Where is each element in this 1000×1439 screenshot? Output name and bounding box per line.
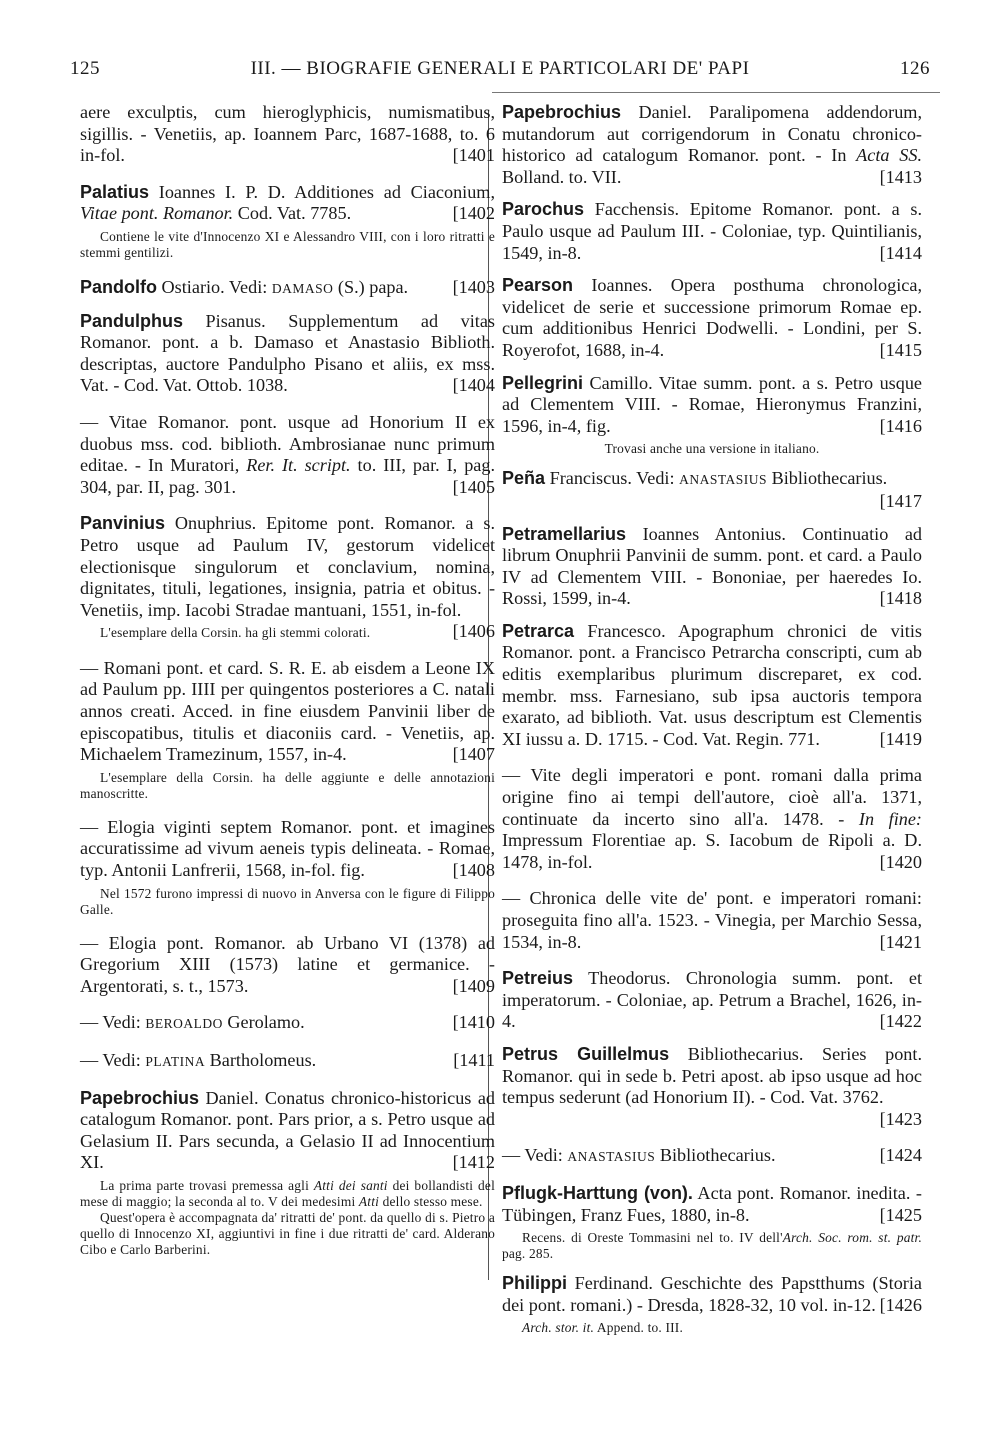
entry-number: [1404	[452, 375, 495, 396]
entry-note: Nel 1572 furono impressi di nuovo in Anversa con le figure di Filippo Galle.	[80, 885, 495, 917]
entry-text: Ioannes. Opera posthuma chronologica, videlicet de serie et successione primorum Romae ep. cum additionibus Henrici Dodwelli. - Londini, per S. Royerofot, 1688, in-4.	[502, 275, 922, 360]
entry-panvinius-2	[80, 658, 495, 802]
entry-note: L'esemplare della Corsin. ha delle aggiunte e delle annotazioni manoscritte.	[80, 769, 495, 801]
note-italic: Arch. stor. it.	[522, 1320, 595, 1336]
entry-text: Daniel. Conatus chronico-historicus ad catalogum Romanor. pont. Pars prior, a s. Petro usque ad Gelasium II. Pars secunda, a Gelasio II ad Innocentium XI.	[80, 1087, 495, 1173]
entry-note: Contiene le vite d'Innocenzo XI e Alessandro VIII, con i loro ritratti e stemmi gentilizi.	[80, 228, 495, 260]
entry-title-italic: Vitae pont. Romanor.	[80, 203, 234, 224]
entry-text: Camillo. Vitae summ. pont. a s. Petro usque ad Clementem VIII. - Romae, Hieronymus Franzini, 1596, in-4, fig.	[502, 372, 922, 436]
entry-text: — Vitae Romanor. pont. usque ad Honorium II ex duobus mss. cod. biblioth. Ambrosianae nunc primum editae. - In Muratori,	[80, 411, 495, 476]
entry-text: Ferdinand. Geschichte des Papstthums (Storia dei pont. romani.) - Dresda, 1828-32, 10 vol. in-12.	[502, 1273, 922, 1315]
entry-pena	[502, 468, 922, 512]
header-rule	[492, 92, 940, 93]
entry-text: Cod. Vat. 7785.	[233, 203, 352, 224]
entry-number: [1420	[879, 851, 922, 872]
entry-number: [1422	[879, 1011, 922, 1032]
entry-palatius	[80, 182, 495, 261]
entry-text: Bibliothecarius.	[767, 468, 888, 489]
entry-number: [1411	[453, 1050, 495, 1070]
entry-number: [1408	[452, 860, 495, 881]
entry-panvinius-6	[80, 1050, 495, 1073]
entry-author: Papebrochius	[502, 102, 622, 122]
entry-text: — Vedi:	[502, 1145, 568, 1166]
left-column	[80, 102, 495, 1258]
entry-number: [1417	[879, 490, 922, 511]
right-column	[502, 102, 922, 1336]
page-number-right: 126	[900, 58, 930, 79]
note-text: Append. to. III.	[594, 1320, 684, 1336]
note-text: dei bollandisti del mese di maggio; la seconda al to. V dei medesimi	[80, 1177, 495, 1209]
entry-author: Peña	[502, 468, 546, 489]
entry-number: [1405	[452, 476, 495, 497]
note-text: dello stesso mese.	[379, 1193, 483, 1209]
entry-text: Facchensis. Epitome Romanor. pont. a s. Paulo usque ad Paulum III. - Coloniae, typ. Quintilianis, 1549, in-8.	[502, 199, 922, 263]
entry-panvinius-4	[80, 933, 495, 998]
entry-crossref: BEROALDO	[145, 1016, 223, 1032]
entry-author: Panvinius	[80, 513, 166, 534]
entry-number: [1401	[452, 145, 495, 166]
entry-author: Petramellarius	[502, 523, 627, 544]
entry-papebrochius-r	[502, 102, 922, 188]
note-italic: Atti	[358, 1193, 380, 1209]
entry-author: Parochus	[502, 199, 585, 220]
entry-author: Pellegrini	[502, 372, 584, 393]
entry-text: Ostiario. Vedi:	[157, 276, 272, 297]
entry-author: Papebrochius	[80, 1087, 200, 1108]
entry-number: [1421	[879, 931, 922, 952]
entry-text: — Vedi:	[80, 1012, 146, 1033]
entry-text: Daniel. Paralipomena addendorum, mutandorum aut corrigendorum in Conatu chronico-historico ad catalogum Romanor. pont. - In	[502, 102, 922, 166]
entry-title-italic: Acta SS.	[856, 145, 922, 166]
entry-text: (S.) papa.	[333, 276, 409, 297]
entry-panvinius-5	[80, 1012, 495, 1035]
entry-petrarca-3	[502, 888, 922, 953]
entry-crossref: ANASTASIUS	[567, 1149, 656, 1165]
entry-number: [1409	[452, 975, 495, 996]
entry-author: Pandulphus	[80, 310, 183, 331]
entry-text: Bibliothecarius. Series pont. Romanor. qui in sede b. Petri apost. ab ipso usque ad hoc tempus sederunt (ad Honorium II). - Cod. Vat. 3762.	[502, 1043, 922, 1108]
entry-number: [1425	[879, 1204, 922, 1225]
entry-number: [1424	[879, 1145, 922, 1166]
entry-text: Gerolamo.	[222, 1012, 305, 1033]
entry-text: to. III, par. I, pag. 304, par. II, pag. 301.	[80, 455, 496, 497]
entry-philippi	[502, 1273, 922, 1336]
entry-number: [1403	[452, 276, 495, 297]
entry-note	[502, 1230, 922, 1262]
entry-number: [1418	[879, 588, 922, 609]
entry-number: [1402	[452, 203, 495, 224]
entry-author: Pandolfo	[80, 276, 157, 297]
entry-pellegrini	[502, 373, 922, 458]
entry-text: Franciscus. Vedi:	[545, 468, 680, 489]
entry-pflugk-harttung	[502, 1183, 922, 1262]
entry-text: — Vedi:	[80, 1050, 146, 1070]
note-text: La prima parte trovasi premessa agli	[100, 1177, 314, 1193]
entry-papebrochius	[80, 1088, 495, 1258]
note-text: Recens. di Oreste Tommasini nel to. IV dell'	[522, 1230, 783, 1246]
page-number-left: 125	[70, 58, 100, 79]
entry-title-italic: Rer. It. script.	[246, 455, 351, 476]
entry-parochus	[502, 199, 922, 264]
entry-author: Pearson	[502, 275, 574, 296]
entry-author: Pflugk-Harttung (von).	[502, 1182, 693, 1203]
entry-text: — Elogia pont. Romanor. ab Urbano VI (1378) ad Gregorium XIII (1573) latine et germanice. - Argentorati, s. t., 1573.	[80, 932, 495, 996]
entry-pandulphus	[80, 311, 495, 397]
note-text: pag. 285.	[502, 1246, 554, 1262]
entry-text: Bartholomeus.	[205, 1050, 317, 1070]
note-italic: Atti dei santi	[313, 1177, 388, 1193]
entry-number: [1423	[879, 1108, 922, 1129]
entry-pandolfo	[80, 277, 495, 300]
entry-number: [1413	[879, 166, 922, 187]
entry-crossref: PLATINA	[145, 1054, 206, 1069]
entry-text: Onuphrius. Epitome pont. Romanor. a s. Petro usque ad Paulum IV, gestorum videlicet electionisque singulorum et conclavium, nomina, dignitates, tituli, legationes, insignia, patria et obitus. - Venetiis, imp. Iacobi Stradae mantuani, 1551, in-fol.	[80, 513, 495, 620]
entry-note: Trovasi anche una versione in italiano.	[604, 441, 820, 457]
entry-crossref: ANASTASIUS	[679, 472, 768, 488]
entry-title-italic: In fine:	[858, 808, 922, 829]
entry-author: Petreius	[502, 968, 574, 989]
entry-text: Acta pont. Romanor. inedita. - Tübingen, Franz Fues, 1880, in-8.	[502, 1182, 922, 1225]
entry-text: Ioannes Antonius. Continuatio ad librum Onuphrii Panvinii de summ. pont. et card. a Paulo IV ad Clementem VIII. - Bononiae, per haeredes Io. Rossi, 1599, in-4.	[502, 523, 922, 609]
entry-text: — Elogia viginti septem Romanor. pont. et imagines accuratissime ad vivum aeneis typis delineata. - Romae, typ. Antonii Lanfrerii, 1568, in-fol. fig.	[80, 816, 495, 881]
entry-text: — Romani pont. et card. S. R. E. ab eisdem a Leone IX ad Paulum pp. IIII per quingentos posteriores a C. natali annos creati. Acced. in fine eiusdem Panvinii liber de episcopatibus, titulis et diaconiis card. - Venetiis, ap. Michaelem Tramezinum, 1557, in-4.	[80, 657, 495, 765]
entry-text: Bibliothecarius.	[655, 1145, 776, 1166]
entry-number: [1415	[879, 339, 922, 360]
entry-petrarca-2	[502, 765, 922, 873]
entry-number: [1410	[452, 1012, 495, 1033]
entry-number: [1416	[879, 415, 922, 436]
entry-text: Francesco. Apographum chronici de vitis Romanor. pont. a Francisco Petrarcha conscripti, cum ab editis exemplaribus plurimum discreparet, ex cod. membr. mss. Farnesiano, sub ipsa auctoris tempora exarato, ad biblioth. Vat. usus descriptum est Clementis XI iussu a. D. 1715. - Cod. Vat. Regin. 771.	[502, 620, 922, 749]
entry-text: Bolland. to. VII.	[502, 166, 622, 187]
entry-crossref: DAMASO	[271, 280, 334, 296]
entry-pandulphus-2	[80, 412, 495, 498]
entry-text: Theodorus. Chronologia summ. pont. et imperatorum. - Coloniae, ap. Petrum a Brachel, 1626, in-4.	[502, 968, 922, 1032]
entry-text: Ioannes I. P. D. Additiones ad Ciaconium,	[149, 181, 495, 202]
entry-petrarca	[502, 621, 922, 751]
entry-author: Petrarca	[502, 620, 575, 641]
entry-note: L'esemplare della Corsin. ha gli stemmi colorati.	[100, 625, 371, 641]
entry-text: aere exculptis, cum hieroglyphicis, numismatibus, sigillis. - Venetiis, ap. Ioannem Parc, 1687-1688, to. 6 in-fol.	[80, 102, 495, 166]
running-title: III. — BIOGRAFIE GENERALI E PARTICOLARI DE' PAPI	[250, 58, 750, 79]
entry-number: [1406	[452, 621, 495, 642]
entry-author: Palatius	[80, 181, 150, 202]
entry-number: [1426	[879, 1294, 922, 1315]
entry-petreius	[502, 968, 922, 1033]
entry-petrus-guillelmus	[502, 1044, 922, 1130]
entry-panvinius-3	[80, 817, 495, 918]
entry-number: [1412	[452, 1152, 495, 1173]
entry-note	[80, 1178, 495, 1210]
entry-number: [1414	[879, 242, 922, 263]
entry-note: Quest'opera è accompagnata da' ritratti de' pont. da quello di s. Pietro a quello di Innocenzo XI, aggiuntivi in fine i due ritratti de' card. Alderano Cibo e Carlo Barberini.	[80, 1209, 495, 1257]
entry-pearson	[502, 275, 922, 361]
note-italic: Arch. Soc. rom. st. patr.	[782, 1230, 923, 1246]
entry-author: Petrus Guillelmus	[502, 1043, 670, 1064]
entry-panvinius	[80, 513, 495, 643]
entry-author: Philippi	[502, 1273, 567, 1294]
entry-note	[502, 1320, 922, 1336]
entry-number: [1407	[452, 744, 495, 765]
entry-continuation	[80, 102, 495, 167]
entry-petrus-guillelmus-2	[502, 1145, 922, 1168]
entry-text: Pisanus. Supplementum ad vitas Romanor. pont. a b. Damaso et Anastasio Biblioth. descriptas, auctore Pandulpho Pisano et aliis, ex mss. Vat. - Cod. Vat. Ottob. 1038.	[80, 310, 495, 396]
entry-number: [1419	[879, 728, 922, 749]
entry-text: — Vite degli imperatori e pont. romani dalla prima origine fino ai tempi dell'autore, cioè all'a. 1371, continuate da incerto sino all'a. 1478. -	[502, 765, 922, 829]
entry-text: Impressum Florentiae ap. S. Iacobum de Ripoli a. D. 1478, in-fol.	[502, 830, 922, 872]
entry-petramellarius	[502, 524, 922, 610]
entry-text: — Chronica delle vite de' pont. e imperatori romani: proseguita fino all'a. 1523. - Vinegia, per Marchio Sessa, 1534, in-8.	[502, 888, 922, 952]
page-header	[70, 58, 930, 88]
